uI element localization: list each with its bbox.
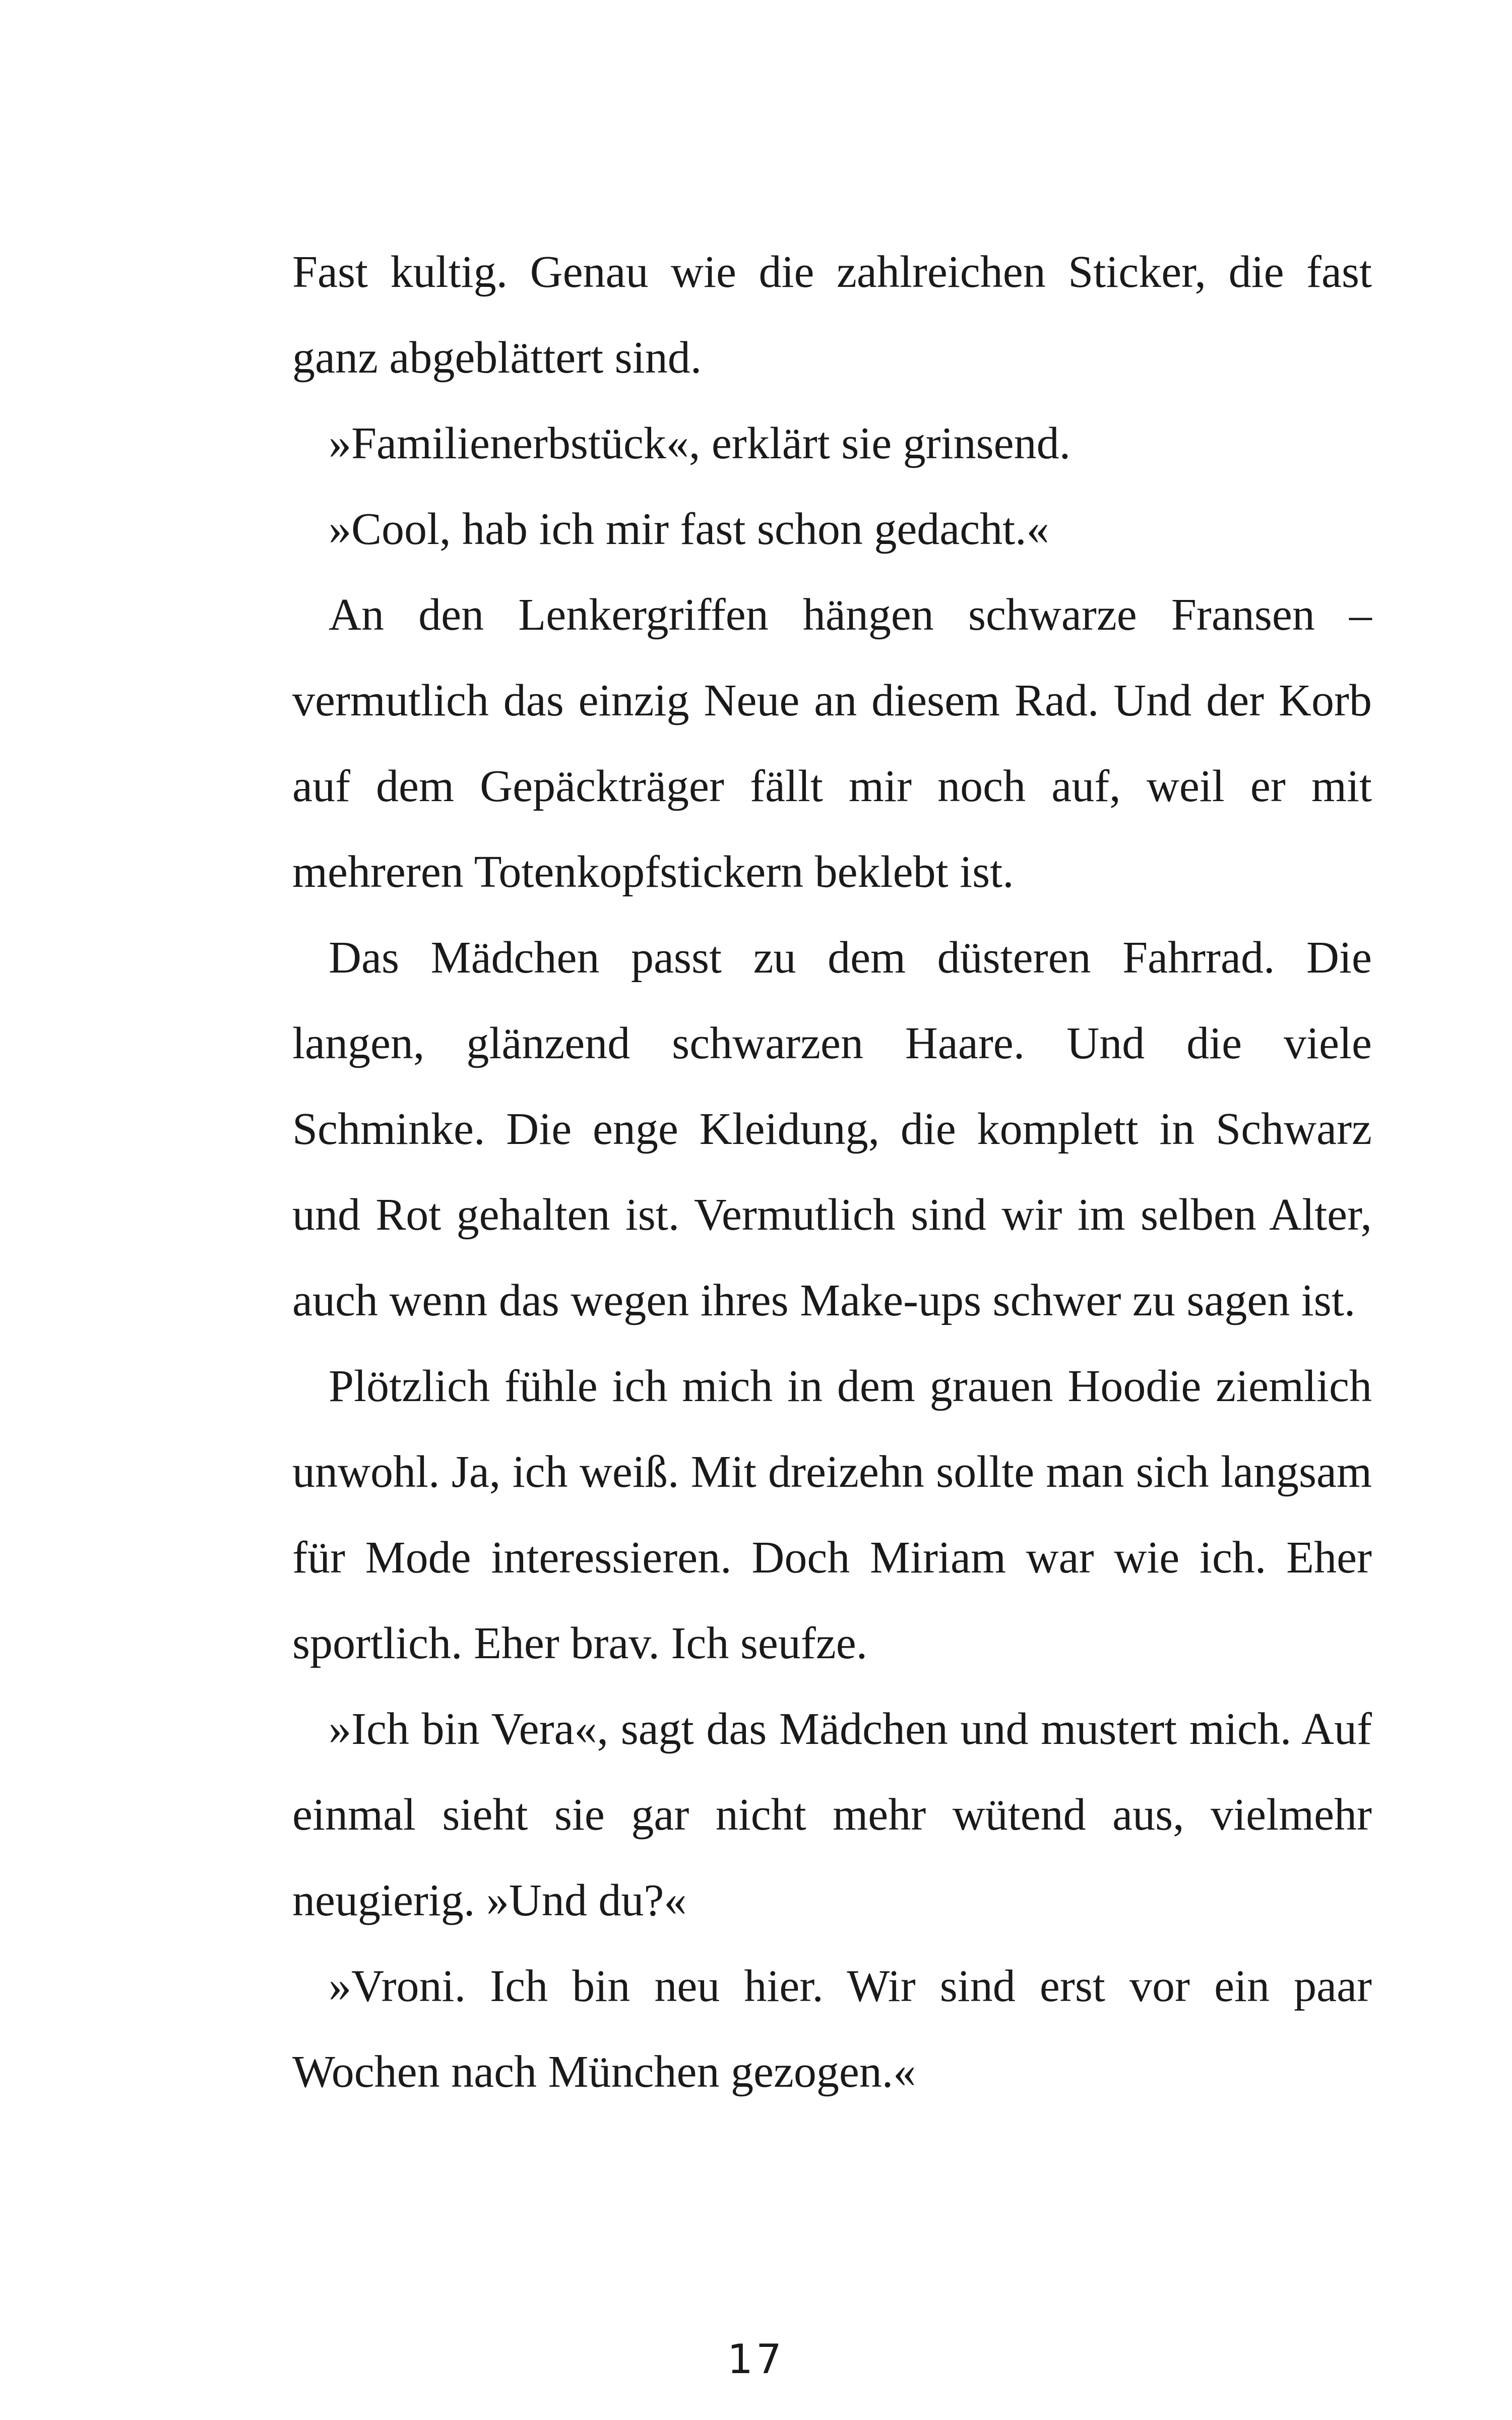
page-number: 17 xyxy=(727,2336,785,2383)
paragraph: »Cool, hab ich mir fast schon gedacht.« xyxy=(329,504,1049,554)
paragraph: Das Mädchen passt zu dem düsteren Fahrrad. Die langen, glänzend schwarzen Haare. Und die viele Schminke. Die enge Kleidung, die komplett in Schwarz und Rot gehalten ist. Vermutlich sind wir im selben Alter, auch wenn das wegen ihres Make-ups schwer zu sagen ist. xyxy=(292,933,1372,1325)
paragraph: Fast kultig. Genau wie die zahlreichen Sticker, die fast ganz abgeblättert sind. xyxy=(292,247,1372,383)
paragraph: »Vroni. Ich bin neu hier. Wir sind erst vor ein paar Wochen nach München gezogen.« xyxy=(292,1961,1372,2097)
paragraph: An den Lenkergriffen hängen schwarze Fransen – vermutlich das einzig Neue an diesem Rad. Und der Korb auf dem Gepäckträger fällt mir noch auf, weil er mit mehreren Totenkopfstickern beklebt ist. xyxy=(292,590,1372,897)
body-text xyxy=(292,229,1372,2115)
paragraph: »Familienerbstück«, erklärt sie grinsend. xyxy=(329,418,1071,468)
paragraph: »Ich bin Vera«, sagt das Mädchen und mustert mich. Auf einmal sieht sie gar nicht mehr wütend aus, vielmehr neugierig. »Und du?« xyxy=(292,1704,1372,1925)
paragraph: Plötzlich fühle ich mich in dem grauen Hoodie ziemlich unwohl. Ja, ich weiß. Mit dreizehn sollte man sich langsam für Mode interessieren. Doch Miriam war wie ich. Eher sportlich. Eher brav. Ich seufze. xyxy=(292,1361,1372,1668)
